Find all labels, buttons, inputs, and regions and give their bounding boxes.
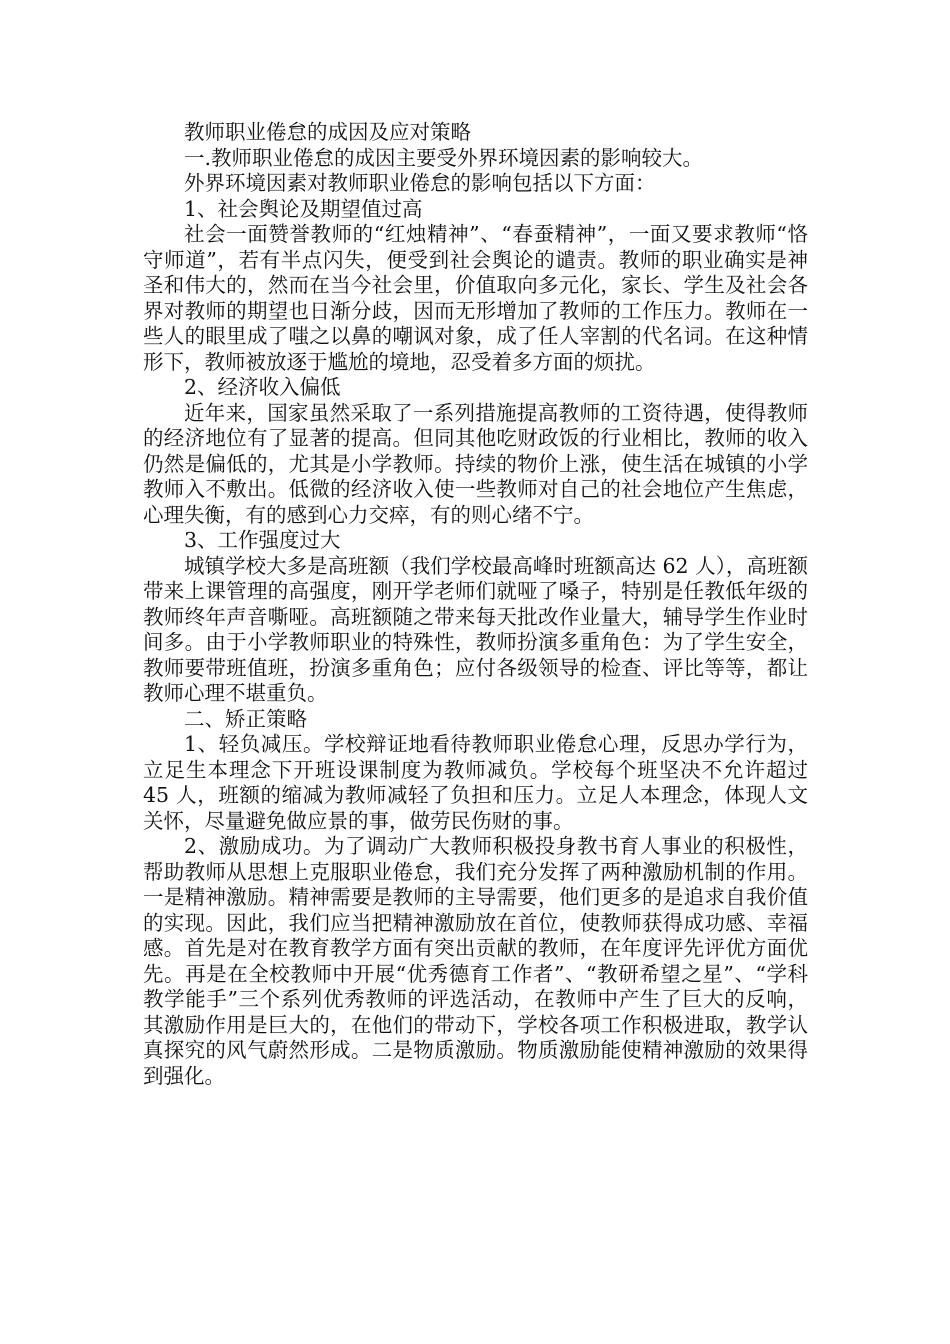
- document-body: [143, 120, 808, 1089]
- intro-paragraph: 外界环境因素对教师职业倦怠的影响包括以下方面：: [184, 171, 656, 195]
- paragraph-public-opinion: 社会一面赞誉教师的“红烛精神”、“春蚕精神”，一面又要求教师“恪守师道”，若有半点闪失，便受到社会舆论的谴责。教师的职业确实是神圣和伟大的，然而在当今社会里，价值取向多元化，家长、学生及社会各界对教师的期望也日渐分歧，因而无形增加了教师的工作压力。教师在一些人的眼里成了嗤之以鼻的嘲讽对象，成了任人宰割的代名词。在这种情形下，教师被放逐于尴尬的境地，忍受着多方面的烦扰。: [143, 222, 808, 374]
- document-title: 教师职业倦怠的成因及应对策略: [184, 120, 471, 144]
- paragraph-income: 近年来，国家虽然采取了一系列措施提高教师的工资待遇，使得教师的经济地位有了显著的提高。但同其他吃财政饭的行业相比，教师的收入仍然是偏低的，尤其是小学教师。持续的物价上涨，使生活在城镇的小学教师入不敷出。低微的经济收入使一些教师对自己的社会地位产生焦虑，心理失衡，有的感到心力交瘁，有的则心绪不宁。: [143, 400, 808, 527]
- paragraph-workload: 城镇学校大多是高班额（我们学校最高峰时班额高达 62 人），高班额带来上课管理的高强度，刚开学老师们就哑了嗓子，特别是任教低年级的教师终年声音嘶哑。高班额随之带来每天批改作业量大，辅导学生作业时间多。由于小学教师职业的特殊性，教师扮演多重角色：为了学生安全，教师要带班值班，扮演多重角色；应付各级领导的检查、评比等等，都让教师心理不堪重负。: [143, 553, 808, 705]
- section-heading-strategies: 二、矫正策略: [184, 706, 307, 731]
- paragraph-incentives: 2、激励成功。为了调动广大教师积极投身教书育人事业的积极性，帮助教师从思想上克服职业倦怠，我们充分发挥了两种激励机制的作用。一是精神激励。精神需要是教师的主导需要，他们更多的是追求自我价值的实现。因此，我们应当把精神激励放在首位，使教师获得成功感、幸福感。首先是对在教育教学方面有突出贡献的教师，在年度评先评优方面优先。再是在全校教师中开展“优秀德育工作者”、“教研希望之星”、“学科教学能手”三个系列优秀教师的评选活动，在教师中产生了巨大的反响，其激励作用是巨大的，在他们的带动下，学校各项工作积极进取，教学认真探究的风气蔚然形成。二是物质激励。物质激励能使精神激励的效果得到强化。: [143, 834, 808, 1088]
- paragraph-reduce-burden: 1、轻负减压。学校辩证地看待教师职业倦怠心理，反思办学行为，立足生本理念下开班设课制度为教师减负。学校每个班坚决不允许超过 45 人，班额的缩减为教师减轻了负担和压力。立足人本理念，体现人文关怀，尽量避免做应景的事，做劳民伤财的事。: [143, 732, 808, 833]
- section-heading-causes: 一.教师职业倦怠的成因主要受外界环境因素的影响较大。: [184, 145, 704, 170]
- subheading-income: 2、经济收入偏低: [184, 375, 341, 399]
- subheading-public-opinion: 1、社会舆论及期望值过高: [184, 196, 423, 221]
- subheading-workload: 3、工作强度过大: [184, 528, 341, 552]
